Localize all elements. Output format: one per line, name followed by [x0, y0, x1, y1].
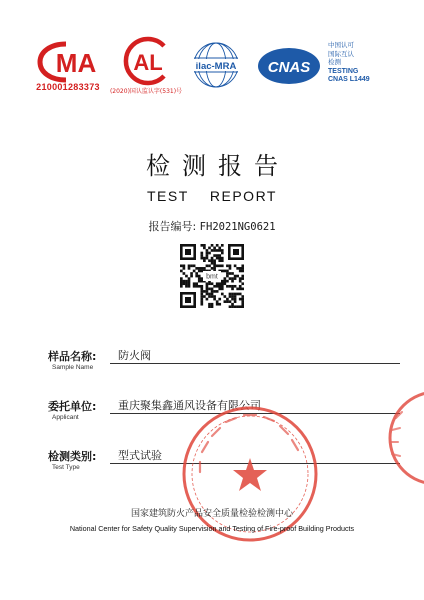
report-title-en: TEST REPORT — [146, 188, 277, 204]
sample-name-underline — [110, 363, 400, 364]
report-number-value: FH2021NG0621 — [199, 221, 276, 233]
test-type-value: 型式试验 — [118, 449, 162, 462]
cnas-logo-text: CNAS — [267, 59, 311, 76]
cnas-side-line: 检测 — [328, 59, 341, 66]
applicant-label: 委托单位: — [48, 400, 97, 413]
test-type-label: 检测类别: — [48, 450, 97, 463]
cnas-side-line: TESTING — [328, 67, 359, 75]
applicant-value: 重庆聚集鑫通风设备有限公司 — [118, 399, 261, 412]
seal-edge — [380, 388, 424, 488]
sample-name-label: 样品名称: — [48, 350, 97, 363]
cnas-side-line: 中国认可 — [328, 42, 354, 49]
cnas-accreditation-text — [328, 42, 398, 85]
cnas-side-line: CNAS L1449 — [328, 76, 370, 83]
sample-name-sublabel: Sample Name — [52, 364, 94, 371]
test-type-sublabel: Test Type — [52, 464, 80, 471]
cal-caption: (2020)国认监认字(531)号 — [109, 88, 183, 95]
cma-number: 210001283373 — [36, 82, 100, 92]
ilac-mra-logo — [186, 40, 246, 90]
cal-logo — [118, 36, 174, 86]
cma-logo-text: MA — [55, 48, 97, 78]
cal-logo-text: AL — [133, 50, 163, 75]
qr-center-text: bmt — [206, 273, 218, 281]
qr-code — [180, 244, 244, 308]
issuer-name-en: National Center for Safety Quality Supervision and Testing of Fire-proof Building Products — [69, 524, 355, 533]
cnas-side-line: 国际互认 — [328, 50, 354, 58]
cma-logo — [36, 38, 106, 86]
sample-name-value: 防火阀 — [118, 349, 151, 362]
issuer-name-cn: 国家建筑防火产品安全质量检验检测中心 — [130, 509, 293, 519]
report-number-label: 报告编号: — [148, 220, 197, 233]
ilac-logo-text: ilac-MRA — [195, 61, 237, 72]
report-title-cn: 检测报告 — [146, 152, 290, 180]
applicant-sublabel: Applicant — [52, 414, 79, 421]
report-number — [0, 218, 424, 234]
cnas-logo — [256, 46, 322, 86]
